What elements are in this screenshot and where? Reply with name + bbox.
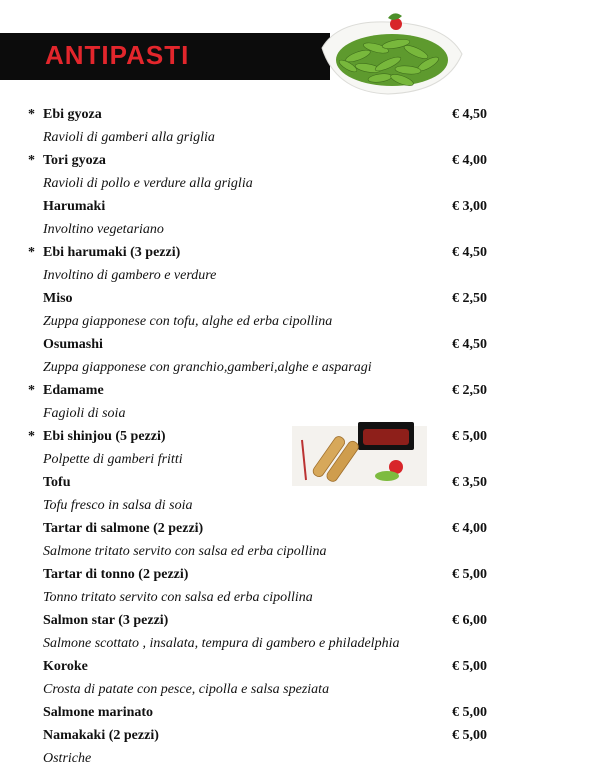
menu-item (0, 199, 591, 219)
dish-price: € 4,50 (452, 337, 487, 352)
dish-description: Involtino di gambero e verdure (43, 268, 217, 283)
dish-description-row (0, 176, 591, 196)
menu-item (0, 659, 591, 679)
dish-description: Zuppa giapponese con tofu, alghe ed erba cipollina (43, 314, 333, 329)
menu-item (0, 291, 591, 311)
dish-price: € 5,00 (452, 429, 487, 444)
dish-price: € 2,50 (452, 291, 487, 306)
menu-item (0, 107, 591, 127)
dish-description: Tonno tritato servito con salsa ed erba cipollina (43, 590, 313, 605)
dish-name: Edamame (43, 383, 104, 398)
dish-price: € 4,50 (452, 107, 487, 122)
dish-description-row (0, 406, 591, 426)
special-mark: * (28, 245, 35, 260)
dish-description: Ravioli di pollo e verdure alla griglia (43, 176, 253, 191)
dish-price: € 4,00 (452, 521, 487, 536)
dish-description-row (0, 130, 591, 150)
dish-name: Tori gyoza (43, 153, 106, 168)
dish-name: Ebi shinjou (5 pezzi) (43, 429, 166, 444)
dish-price: € 3,00 (452, 199, 487, 214)
dish-description: Involtino vegetariano (43, 222, 164, 237)
dish-description: Crosta di patate con pesce, cipolla e salsa speziata (43, 682, 330, 697)
dish-price: € 5,00 (452, 728, 487, 743)
menu-item (0, 567, 591, 587)
dish-price: € 5,00 (452, 659, 487, 674)
dish-description-row (0, 222, 591, 242)
dish-name: Namakaki (2 pezzi) (43, 728, 159, 743)
dish-description: Tofu fresco in salsa di soia (43, 498, 193, 513)
menu-item (0, 705, 591, 725)
menu-item (0, 728, 591, 748)
menu-item (0, 245, 591, 265)
dish-description: Fagioli di soia (43, 406, 126, 421)
special-mark: * (28, 429, 35, 444)
dish-description-row (0, 268, 591, 288)
dish-name: Ebi gyoza (43, 107, 102, 122)
section-title: ANTIPASTI (45, 40, 190, 70)
dish-price: € 3,50 (452, 475, 487, 490)
special-mark: * (28, 153, 35, 168)
dish-description-row (0, 636, 591, 656)
dish-price: € 6,00 (452, 613, 487, 628)
dish-description-row (0, 360, 591, 380)
dish-price: € 5,00 (452, 705, 487, 720)
menu-item (0, 475, 591, 495)
menu-item (0, 613, 591, 633)
dish-name: Tofu (43, 475, 71, 490)
dish-name: Miso (43, 291, 73, 306)
special-mark: * (28, 107, 35, 122)
dish-name: Koroke (43, 659, 88, 674)
dish-name: Harumaki (43, 199, 106, 214)
dish-description-row (0, 452, 591, 472)
dish-name: Tartar di tonno (2 pezzi) (43, 567, 189, 582)
dish-price: € 2,50 (452, 383, 487, 398)
dish-description-row (0, 314, 591, 334)
dish-description: Zuppa giapponese con granchio,gamberi,alghe e asparagi (43, 360, 372, 375)
special-mark: * (28, 383, 35, 398)
menu-item (0, 383, 591, 403)
dish-name: Salmone marinato (43, 705, 154, 720)
menu-item (0, 429, 591, 449)
dish-description: Ostriche (43, 751, 92, 766)
dish-description: Ravioli di gamberi alla griglia (43, 130, 215, 145)
dish-price: € 4,50 (452, 245, 487, 260)
dish-description: Salmone scottato , insalata, tempura di gambero e philadelphia (43, 636, 400, 651)
menu-item (0, 337, 591, 357)
menu-item (0, 153, 591, 173)
dish-description: Polpette di gamberi fritti (43, 452, 183, 467)
dish-name: Tartar di salmone (2 pezzi) (43, 521, 204, 536)
dish-name: Ebi harumaki (3 pezzi) (43, 245, 181, 260)
edamame-dish-photo (318, 8, 466, 96)
dish-description-row (0, 544, 591, 564)
dish-name: Osumashi (43, 337, 103, 352)
dish-description-row (0, 498, 591, 518)
dish-description-row (0, 682, 591, 702)
dish-description-row (0, 751, 591, 771)
dish-price: € 5,00 (452, 567, 487, 582)
menu-item (0, 521, 591, 541)
dish-description: Salmone tritato servito con salsa ed erba cipollina (43, 544, 327, 559)
dish-price: € 4,00 (452, 153, 487, 168)
dish-name: Salmon star (3 pezzi) (43, 613, 169, 628)
dish-description-row (0, 590, 591, 610)
